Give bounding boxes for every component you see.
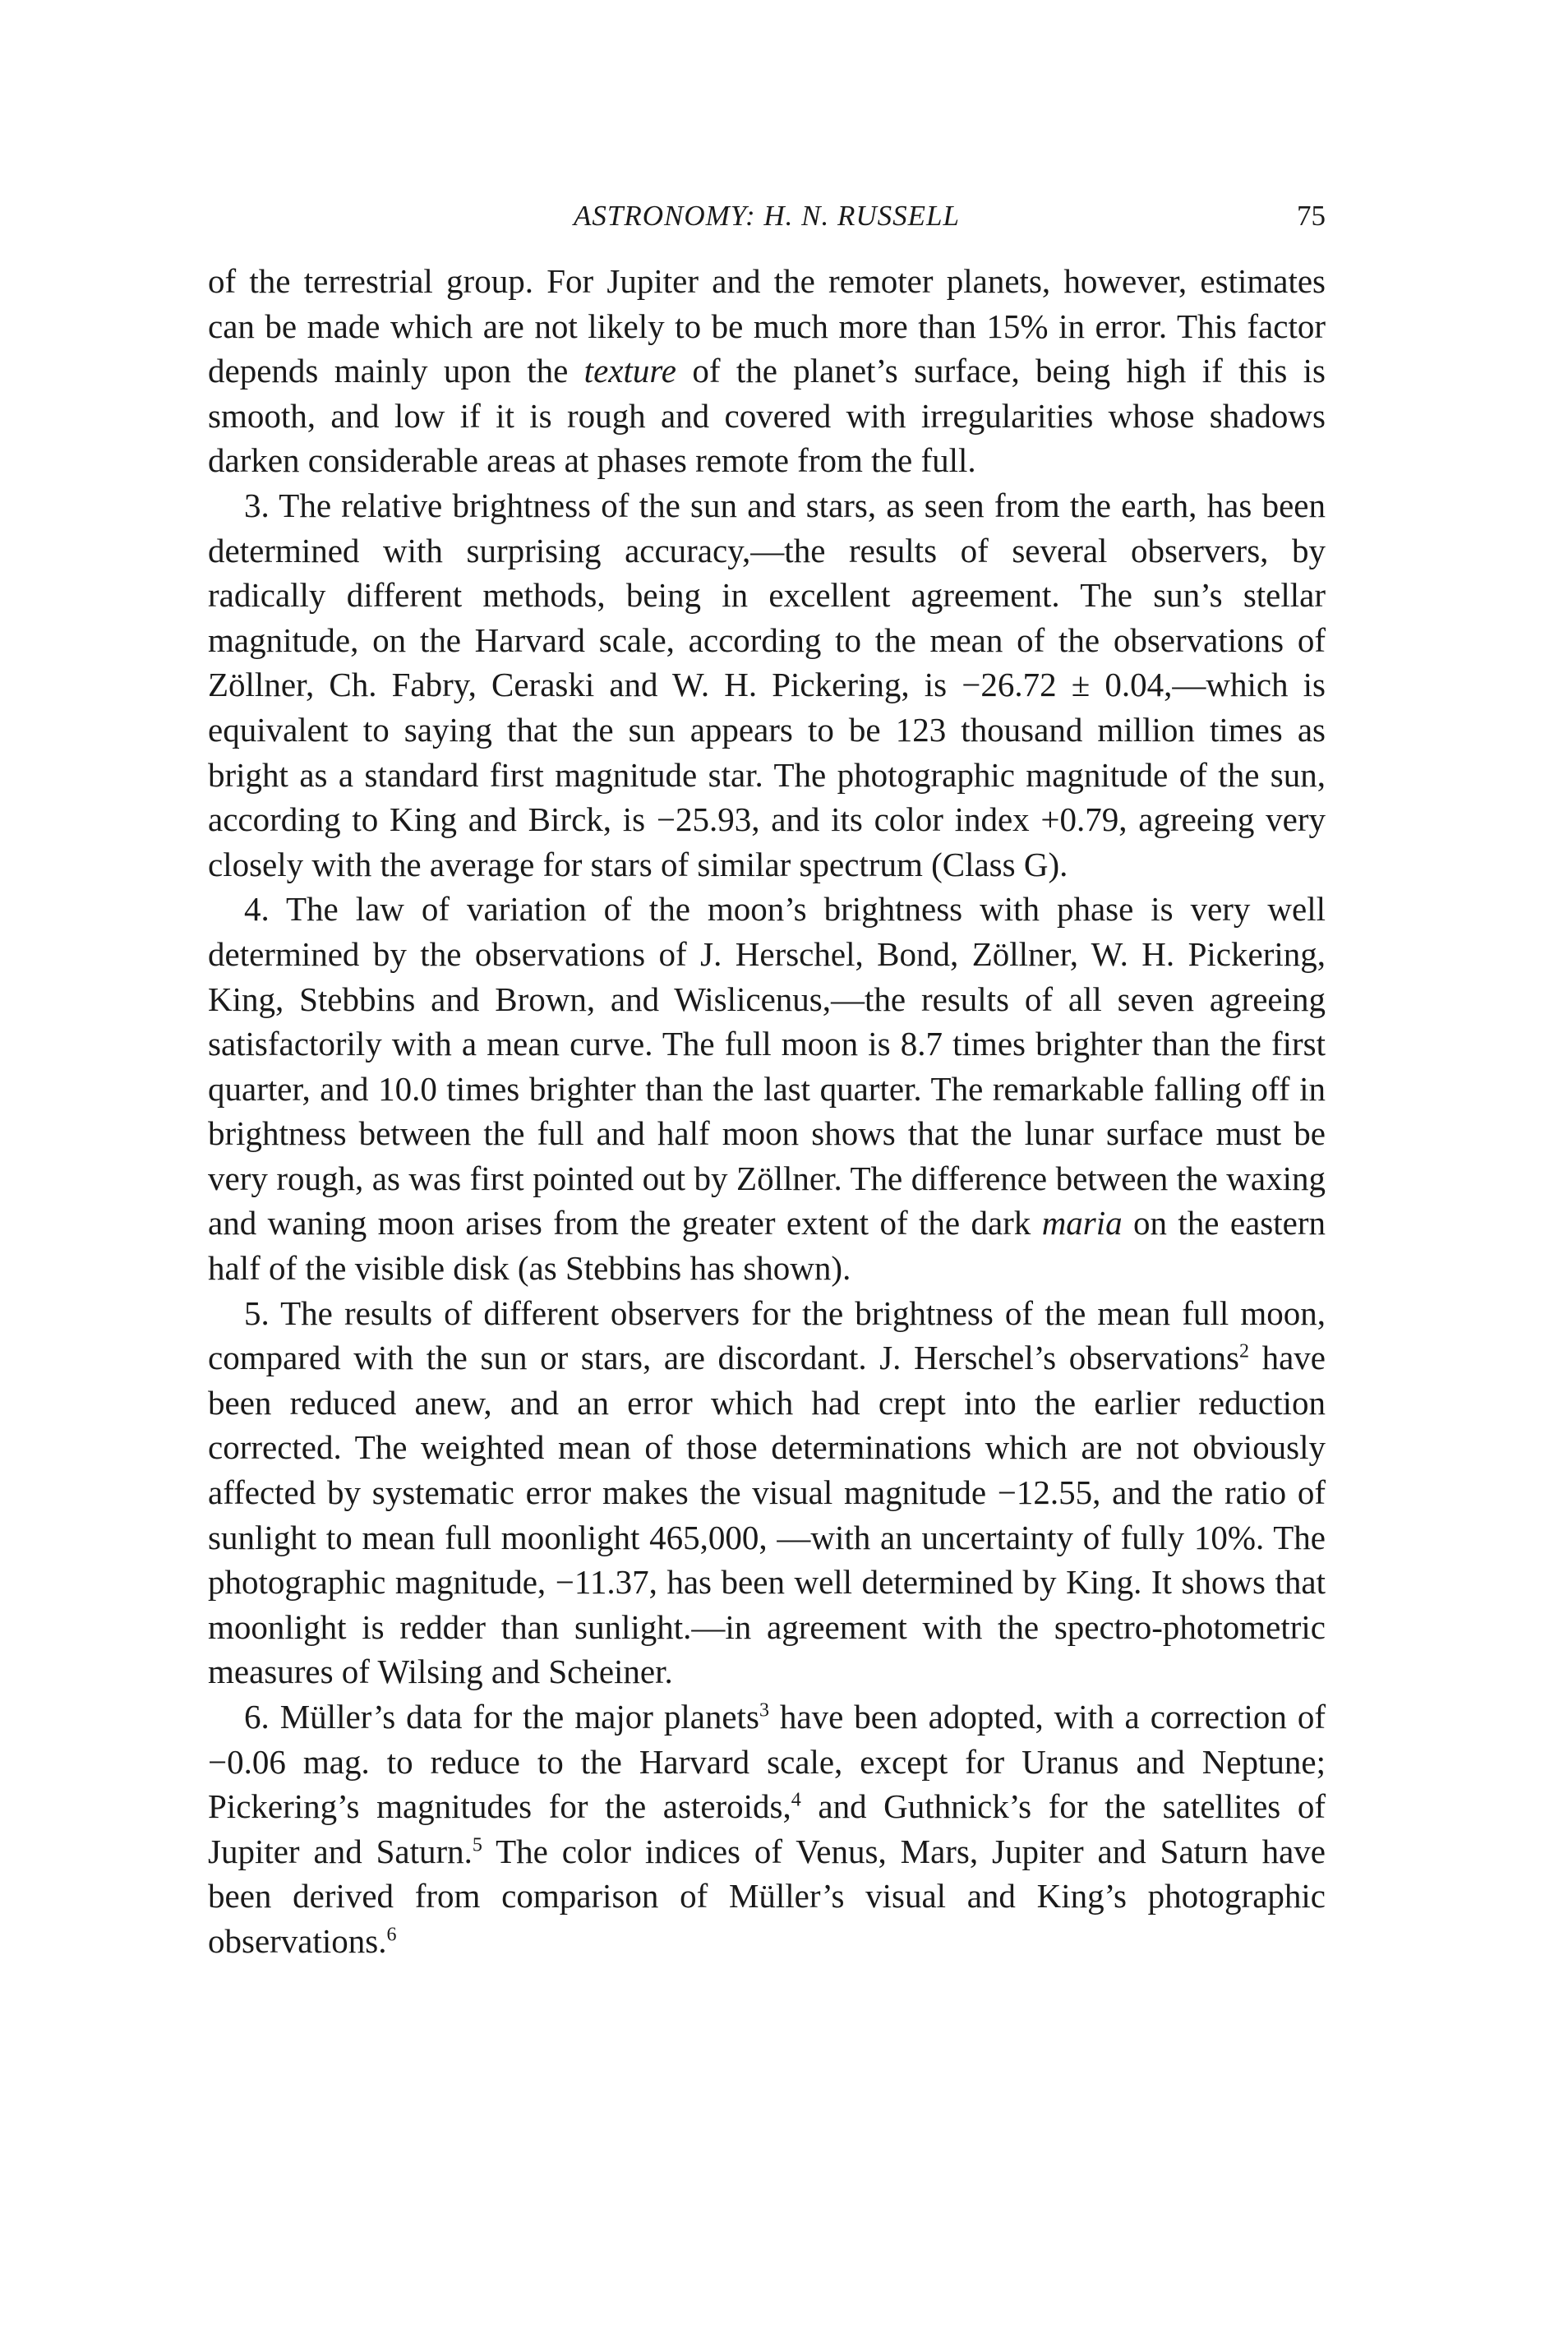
paragraph-text: have been adopted, with a correction of −0.06 mag. to reduce to the Harvard scale, except for Uranus and Neptune; Pickering’s magnitudes for the asteroids, <box>208 1698 1326 1826</box>
footnote-marker: 4 <box>791 1789 801 1811</box>
paragraph-3 <box>208 483 1326 887</box>
paragraph-text: The color indices of Venus, Mars, Jupiter and Saturn have been derived from comparison of Müller’s visual and King’s photographic observations. <box>208 1832 1326 1960</box>
paragraph-5 <box>208 1291 1326 1694</box>
paragraph-text: 4. The law of variation of the moon’s brightness with phase is very well determined by the observations of J. Herschel, Bond, Zöllner, W. H. Pickering, King, Stebbins and Brown, and Wislicenus,—the results of all seven agreeing satisfactorily with a mean curve. The full moon is 8.7 times brighter than the first quarter, and 10.0 times brighter than the last quarter. The remarkable falling off in brightness between the full and half moon shows that the lunar surface must be very rough, as was first pointed out by Zöllner. The difference between the waxing and waning moon arises from the greater extent of the dark <box>208 890 1326 1242</box>
paragraph-text: 3. The relative brightness of the sun and stars, as seen from the earth, has been determined with surprising accuracy,—the results of several observers, by radically different methods, being in excellent agreement. The sun’s stellar magnitude, on the Harvard scale, according to the mean of the observations of Zöllner, Ch. Fabry, Ceraski and W. H. Pickering, is −26.72 ± 0.04,—which is equivalent to saying that the sun appears to be 123 thousand million times as bright as a standard first magnitude star. The photographic magnitude of the sun, according to King and Birck, is −25.93, and its color index +0.79, agreeing very closely with the average for stars of similar spectrum (Class G). <box>208 486 1326 883</box>
paragraph-continuation <box>208 259 1326 483</box>
paragraph-6 <box>208 1694 1326 1964</box>
paragraph-text: 5. The results of different observers for the brightness of the mean full moon, compared with the sun or stars, are discordant. J. Herschel’s observations <box>208 1293 1326 1377</box>
body-text <box>208 259 1326 1964</box>
paragraph-text: have been reduced anew, and an error which had crept into the earlier reduction corrected. The weighted mean of those determinations which are not obviously affected by systematic error makes the visual magnitude −12.55, and the ratio of sunlight to mean full moonlight 465,000, —with an uncertainty of fully 10%. The photographic magnitude, −11.37, has been well determined by King. It shows that moonlight is redder than sunlight.—in agreement with the spectro-photometric measures of Wilsing and Scheiner. <box>208 1339 1326 1691</box>
paragraph-text: on the eastern half of the visible disk (as Stebbins has shown). <box>208 1204 1326 1288</box>
page <box>208 193 1326 1964</box>
paragraph-text: of the terrestrial group. For Jupiter and the remoter planets, however, estimates can be made which are not likely to be much more than 15% in error. This factor depends mainly upon the <box>208 262 1326 390</box>
paragraph-text: of the planet’s surface, being high if this is smooth, and low if it is rough and covered with irregularities whose shadows darken considerable areas at phases remote from the full. <box>208 352 1326 480</box>
emphasis-maria: maria <box>1041 1204 1123 1242</box>
paragraph-4 <box>208 887 1326 1290</box>
footnote-marker: 2 <box>1238 1340 1249 1362</box>
footnote-marker: 3 <box>759 1699 769 1722</box>
running-head <box>208 193 1326 239</box>
running-title: ASTRONOMY: H. N. RUSSELL <box>574 200 960 232</box>
emphasis-texture: texture <box>583 352 676 390</box>
paragraph-text: 6. Müller’s data for the major planets <box>244 1698 759 1736</box>
paragraph-text: and Guthnick’s for the satellites of Jupiter and Saturn. <box>208 1787 1326 1870</box>
page-number: 75 <box>1297 200 1326 232</box>
footnote-marker: 6 <box>386 1924 397 1946</box>
footnote-marker: 5 <box>472 1834 482 1856</box>
